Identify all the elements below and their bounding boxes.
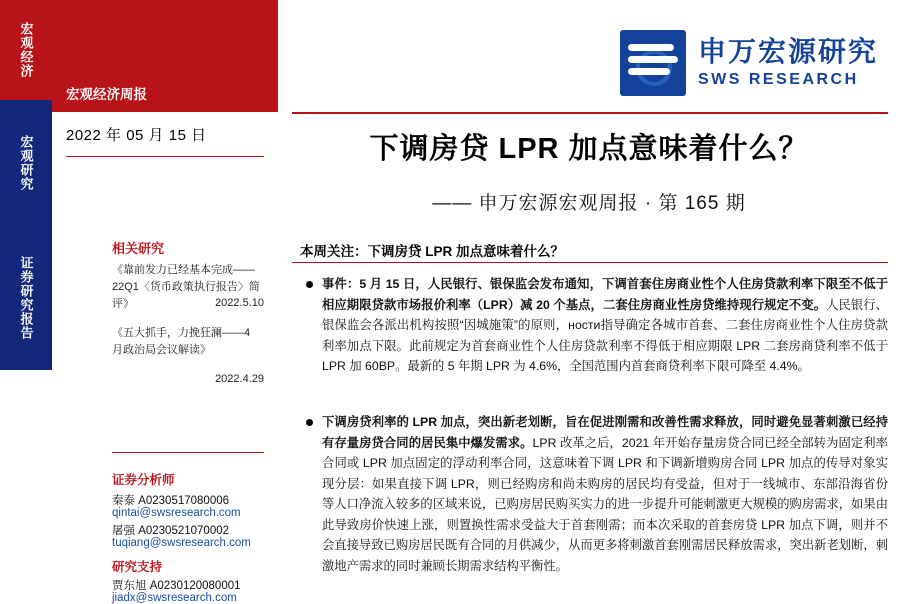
analyst-email[interactable]: qintai@swsresearch.com bbox=[112, 507, 241, 519]
paragraph-body: 人民银行、银保监会各派出机构按照“因城施策”的原则，ности指导确定各城市首套、二套住房商业性个人住房贷款利率加点下限。此前规定为首套商业性个人住房贷款利率不得低于相应期限 LPR 二套房商贷利率不低于 LPR 加 60BP。最新的 5 年期 LPR 为 4.6%，全国范围内首套商贷利率下限可降至 4.4%。 bbox=[322, 297, 888, 373]
left-header-band bbox=[52, 0, 278, 78]
report-series-label: 宏观经济周报 bbox=[52, 78, 278, 112]
analyst-email[interactable]: tuqiang@swsresearch.com bbox=[112, 537, 251, 549]
divider bbox=[292, 112, 888, 114]
brand-text bbox=[698, 37, 878, 90]
left-column bbox=[52, 0, 278, 604]
page-subtitle: —— 申万宏源宏观周报 · 第 165 期 bbox=[432, 193, 746, 214]
brand-name-en: SWS RESEARCH bbox=[697, 71, 859, 89]
support-name: 贾东旭 A0230120080001 bbox=[112, 580, 241, 592]
analyst-name: 屠强 A0230521070002 bbox=[112, 525, 230, 537]
bullet-icon bbox=[306, 281, 313, 288]
bullet-icon bbox=[306, 419, 313, 426]
brand-name-cn: 申万宏源研究 bbox=[697, 35, 878, 67]
related-research-item[interactable]: 《五大抓手，力挽狂澜——4 月政治局会议解读》 bbox=[112, 327, 251, 356]
sidebar-tab-label: 证券研究报告 bbox=[18, 256, 34, 340]
paragraph-lead: 事件：5 月 15 日，人民银行、银保监会发布通知，下调首套住房商业性个人住房贷款利率下限至不低于相应期限贷款市场报价利率（LPR）减 20 个基点，二套住房商业性房贷维持现行规定不变。 bbox=[322, 277, 888, 312]
logo-band-shape bbox=[628, 56, 678, 63]
related-research-date: 2022.4.29 bbox=[215, 373, 264, 385]
logo-band-shape bbox=[628, 68, 670, 75]
sidebar-tab-label: 宏观经济 bbox=[18, 22, 34, 78]
body-paragraph bbox=[322, 274, 888, 377]
related-research-date: 2022.5.10 bbox=[215, 297, 264, 309]
related-research-item[interactable]: 《靠前发力已经基本完成——22Q1〈货币政策执行报告〉简评》 bbox=[112, 264, 260, 310]
sws-logo-icon bbox=[620, 30, 686, 96]
sidebar-tab-securities-research-report bbox=[0, 226, 52, 370]
logo-band-shape bbox=[628, 44, 674, 51]
sidebar bbox=[0, 0, 52, 600]
sidebar-tab-label: 宏观研究 bbox=[18, 135, 34, 191]
report-date: 2022 年 05 月 15 日 bbox=[66, 127, 207, 144]
sidebar-filler bbox=[0, 370, 52, 600]
research-support-title: 研究支持 bbox=[112, 560, 163, 574]
paragraph-body: LPR 改革之后，2021 年开始存量房贷合同已经全部转为固定利率合同或 LPR 加点固定的浮动利率合同，这意味着下调 LPR 和下调新增购房合同 LPR 加点的传导对象实现分层：如果直接下调 LPR，则已经购房和尚未购房的居民均有受益，但对于一线城市、东部沿海省份等人口净流入较多的区域来说，已购房居民购买实力的进一步提升可能刺激更大规模的购房需求，如果由此导致房价快速上涨，则置换性需求受益大于首套刚需；而本次采取的首套房贷 LPR 加点下调，则并不会直接导致已购房居民既有合同的月供减少，从而更多将刺激首套刚需居民释放需求，突出新老划断，刺激地产需求的同时兼顾长期需求结构平衡性。 bbox=[322, 435, 888, 573]
weekly-focus-line: 本周关注：下调房贷 LPR 加点意味着什么？ bbox=[300, 244, 565, 259]
support-email[interactable]: jiadx@swsresearch.com bbox=[112, 592, 237, 604]
paragraph-lead: 下调房贷利率的 LPR 加点，突出新老划断，旨在促进刚需和改善性需求释放，同时避免显著刺激已经持有存量房贷合同的居民集中爆发需求。 bbox=[322, 415, 888, 450]
sidebar-tab-macro-economy bbox=[0, 0, 52, 100]
related-research-title: 相关研究 bbox=[112, 241, 165, 256]
divider bbox=[292, 262, 888, 263]
brand-logo bbox=[620, 30, 878, 96]
main-content bbox=[278, 0, 900, 600]
analyst-name: 秦泰 A0230517080006 bbox=[112, 495, 230, 507]
body-paragraph bbox=[322, 412, 888, 576]
divider bbox=[112, 452, 264, 453]
page-title: 下调房贷 LPR 加点意味着什么？ bbox=[369, 133, 809, 165]
sidebar-tab-macro-research bbox=[0, 100, 52, 226]
analyst-section-title: 证券分析师 bbox=[112, 473, 175, 487]
divider bbox=[66, 156, 264, 157]
